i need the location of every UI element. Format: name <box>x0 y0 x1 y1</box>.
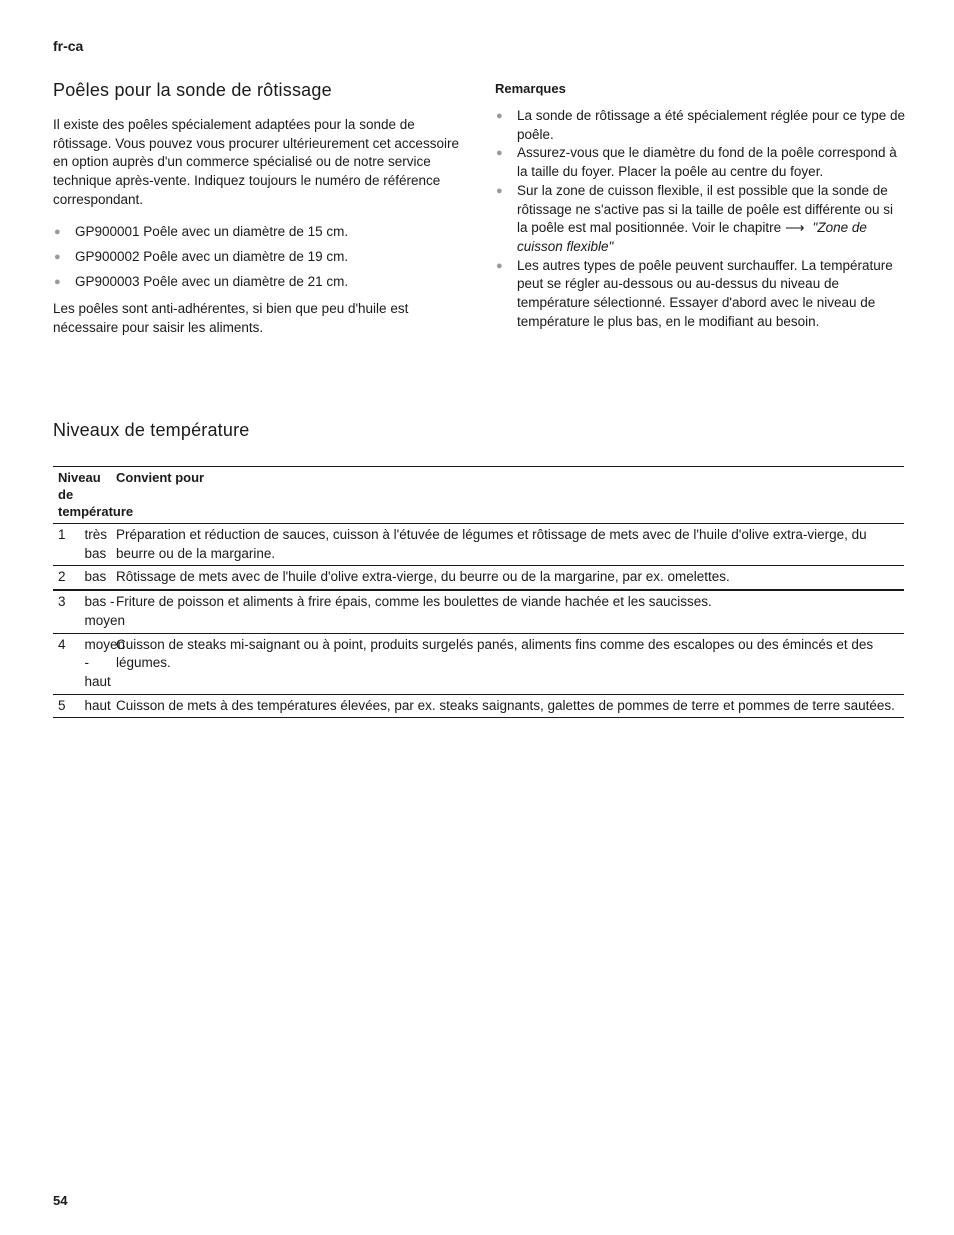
level-name: bas - moyen <box>84 594 126 628</box>
arrow-right-icon: ⟶ <box>785 220 805 236</box>
level-name: haut <box>84 697 111 713</box>
level-name: très bas <box>84 527 108 561</box>
pans-reference-list <box>53 223 463 292</box>
table-header-row <box>53 467 904 524</box>
table-row <box>53 566 904 590</box>
list-item: ● GP900003 Poêle avec un diamètre de 21 cm. <box>53 273 463 292</box>
bullet-icon: ● <box>496 110 503 122</box>
language-code: fr-ca <box>53 38 84 54</box>
list-item: ● Assurez-vous que le diamètre du fond de la poêle correspond à la taille du foyer. Placer la poêle au centre du foyer. <box>496 145 897 180</box>
remarks-section <box>495 80 905 331</box>
pans-intro: Il existe des poêles spécialement adaptées pour la sonde de rôtissage. Vous pouvez vous procurer ultérieurement cet accessoire en option auprès d'un commerce spécialisé ou de notre service technique après-vente. Indiquez toujours le numéro de référence correspondant. <box>53 117 459 207</box>
bullet-icon: ● <box>496 184 503 197</box>
level-name: bas <box>84 569 107 585</box>
table-row <box>53 633 904 694</box>
level-use: Cuisson de steaks mi-saignant ou à point, produits surgelés panés, aliments fins comme des escalopes ou des émincés et des légumes. <box>116 636 874 671</box>
level-name: moyen - haut <box>84 636 126 689</box>
table-row <box>53 590 904 633</box>
bullet-icon: ● <box>54 225 61 238</box>
chapter-link[interactable]: "Zone de cuisson flexible" <box>517 220 867 254</box>
level-use: Préparation et réduction de sauces, cuisson à l'étuvée de légumes et rôtissage de mets avec de l'huile d'olive extra-vierge, du beurre ou de la margarine. <box>116 527 867 561</box>
level-use: Friture de poisson et aliments à frire épais, comme les boulettes de viande hachée et les saucisses. <box>116 594 712 610</box>
level-use: Rôtissage de mets avec de l'huile d'olive extra-vierge, du beurre ou de la margarine, par ex. omelettes. <box>116 569 730 585</box>
header-level: Niveau de température <box>58 470 134 519</box>
level-number: 5 <box>58 697 66 713</box>
level-use: Cuisson de mets à des températures élevées, par ex. steaks saignants, galettes de pommes de terre et pommes de terre sautées. <box>116 697 895 713</box>
remarks-list <box>495 107 905 331</box>
bullet-icon: ● <box>496 147 503 160</box>
level-number: 2 <box>58 569 66 585</box>
list-item: ● GP900001 Poêle avec un diamètre de 15 cm. <box>53 223 463 242</box>
levels-section-title: Niveaux de température <box>53 420 250 440</box>
level-number: 3 <box>58 594 66 610</box>
header-use: Convient pour <box>116 470 205 485</box>
list-item: ● GP900002 Poêle avec un diamètre de 19 cm. <box>53 248 463 267</box>
list-item: ● Les autres types de poêle peuvent surchauffer. La température peut se régler au-dessous ou au-dessus du niveau de température sélectionné. Essayer d'abord avec le niveau de température le plus bas, en le modifiant au besoin. <box>496 257 893 329</box>
temperature-levels-table <box>53 466 904 718</box>
pans-section-title: Poêles pour la sonde de rôtissage <box>53 80 332 100</box>
pans-outro: Les poêles sont anti-adhérentes, si bien que peu d'huile est nécessaire pour saisir les aliments. <box>53 301 409 335</box>
remarks-title: Remarques <box>495 81 566 96</box>
bullet-icon: ● <box>54 275 61 288</box>
level-number: 1 <box>58 527 66 542</box>
table-row <box>53 524 904 566</box>
page-number: 54 <box>53 1193 68 1208</box>
list-item: ● La sonde de rôtissage a été spécialement réglée pour ce type de poêle. <box>496 108 906 142</box>
table-row <box>53 694 904 718</box>
list-item: ● Sur la zone de cuisson flexible, il est possible que la sonde de rôtissage ne s'active pas si la taille de poêle est différente ou si la poêle est mal positionnée. Voir le chapitre ⟶ "Zone de cuisson flexible" <box>496 182 894 254</box>
bullet-icon: ● <box>496 259 503 272</box>
pans-section <box>53 80 463 338</box>
level-number: 4 <box>58 636 66 652</box>
bullet-icon: ● <box>54 250 61 263</box>
